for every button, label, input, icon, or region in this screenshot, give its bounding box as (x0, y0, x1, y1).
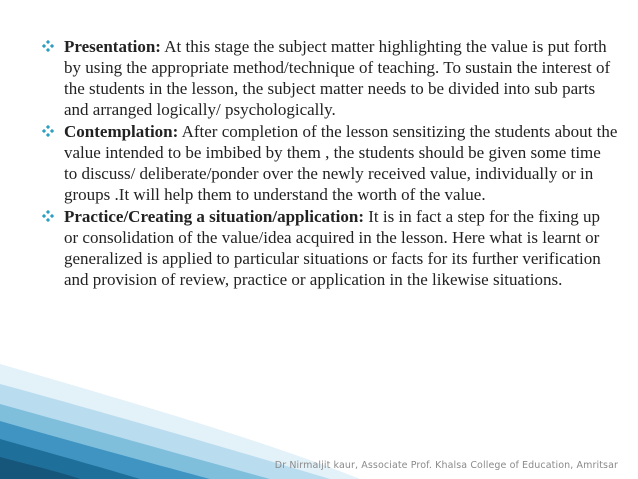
bullet-item-presentation (38, 36, 618, 120)
bullet-term: Practice/Creating a situation/application: (64, 207, 364, 226)
bullet-list (38, 36, 618, 291)
bullet-item-contemplation (38, 121, 618, 205)
bullet-term: Presentation: (64, 37, 161, 56)
diamond-bullet-icon (42, 125, 54, 137)
diamond-bullet-icon (42, 40, 54, 52)
bullet-text: After completion of the lesson sensitizing the students about the value intended to be imbibed by them , the students should be given some time to discuss/ deliberate/ponder over the newly received value, individually or in groups .It will help them to understand the worth of the value. (64, 122, 618, 204)
bullet-text: It is in fact a step for the fixing up or consolidation of the value/idea acquired in the lesson. Here what is learnt or generalized is applied to particular situations or facts for its further verification and provision of review, practice or application in the likewise situations. (64, 207, 601, 289)
diamond-bullet-icon (42, 210, 54, 222)
bullet-item-practice (38, 206, 618, 290)
footer-credit: Dr Nirmaljit kaur, Associate Prof. Khalsa College of Education, Amritsar (274, 460, 618, 471)
bullet-text: At this stage the subject matter highlighting the value is put forth by using the appropriate method/technique of teaching. To sustain the interest of the students in the lesson, the subject matter needs to be divided into sub parts and arranged logically/ psychologically. (64, 37, 611, 119)
bullet-term: Contemplation: (64, 122, 179, 141)
